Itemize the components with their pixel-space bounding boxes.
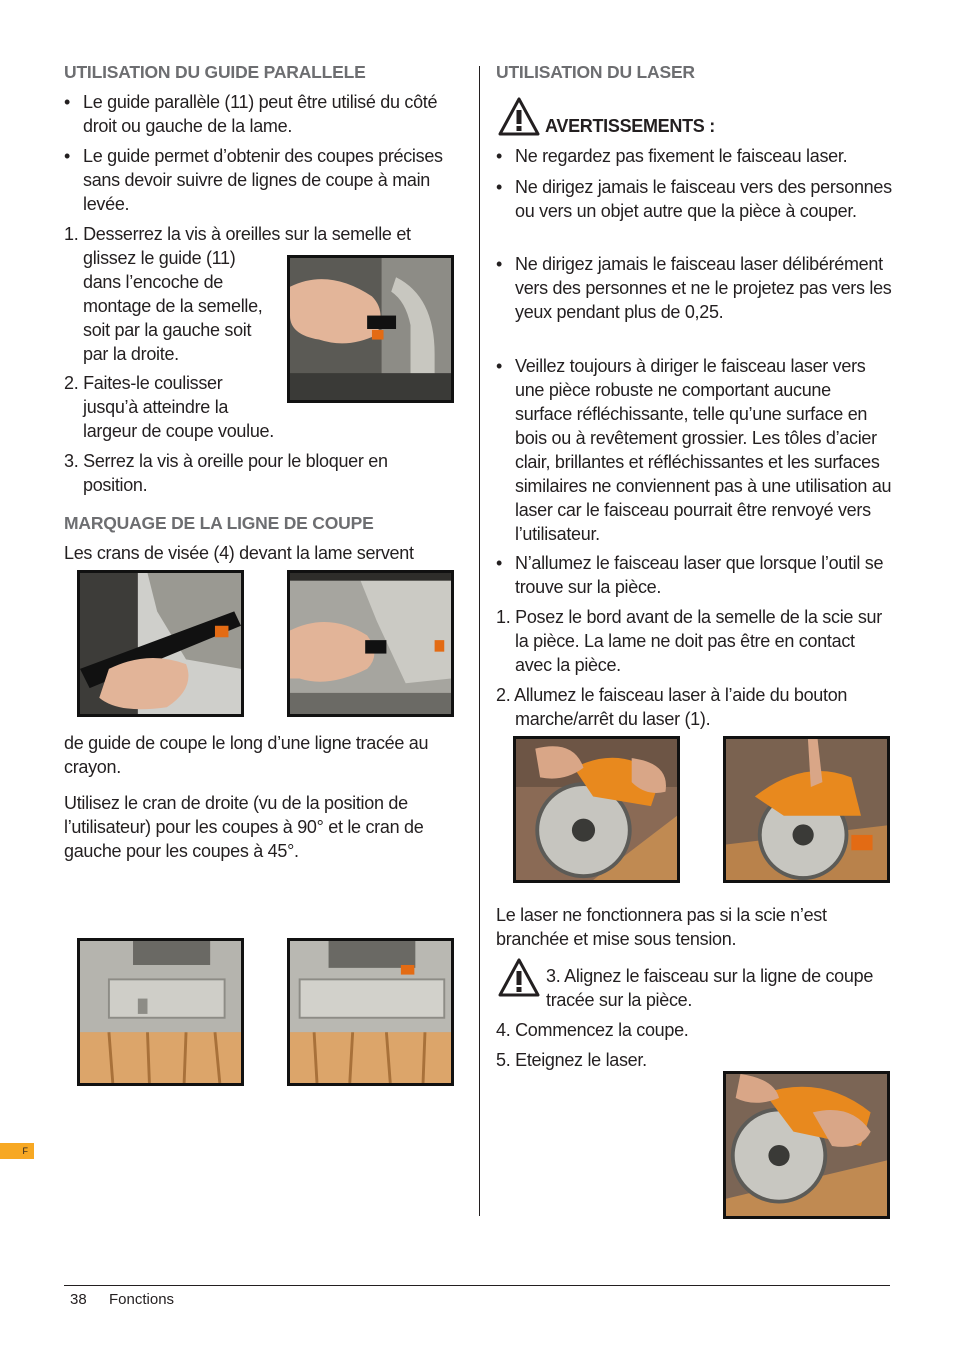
column-divider [479,66,480,1216]
section-heading-laser: UTILISATION DU LASER [496,62,695,82]
laser-note: Le laser ne fonctionnera pas si la scie n’est branchée et mise sous tension. [496,905,827,949]
list-item [64,90,464,138]
laser-step-4: 4. Commencez la coupe. [496,1020,689,1040]
bullet: • [64,92,71,112]
text-line: jusqu’à atteindre la [83,397,229,417]
list-item [496,144,892,168]
list-item-text: Le guide parallèle (11) peut être utilisé du côté droit ou gauche de la lame. [83,92,438,136]
language-tab: F [0,1143,34,1159]
cut-line-paragraph: Utilisez le cran de droite (vu de la position de l’utilisateur) pour les coupes à 90° et le cran de gauche pour les coupes à 45°. [64,793,424,861]
warning-triangle-icon [498,957,540,999]
laser-step-2: 2. Allumez le faisceau laser à l’aide du bouton marche/arrêt du laser (1). [496,685,848,729]
warning-triangle-icon [498,96,540,138]
photo-sight-notch-left [77,570,244,717]
list-item-text: N’allumez le faisceau laser que lorsque l’outil se trouve sur la pièce. [515,553,884,597]
text-line: largeur de coupe voulue. [83,421,274,441]
list-item-text: Ne dirigez jamais le faisceau vers des personnes ou vers un objet autre que la pièce à couper. [515,177,892,221]
bullet: • [64,146,71,166]
photo-laser-switch [723,736,890,883]
photo-saw-on-workpiece [513,736,680,883]
photo-parallel-guide [287,255,454,403]
photo-cutting-with-laser [723,1071,890,1219]
section-heading-parallel-guide: UTILISATION DU GUIDE PARALLELE [64,62,366,82]
text-line: par la droite. [83,344,179,364]
cut-line-intro: Les crans de visée (4) devant la lame servent [64,543,414,563]
step-1-continuation [83,246,293,366]
list-item [496,252,892,324]
photo-soleplate-notch-right [287,938,454,1086]
text-line: montage de la semelle, [83,296,263,316]
list-item-text: Ne regardez pas fixement le faisceau laser. [515,146,848,166]
text-line: 2. Faites-le coulisser [64,373,223,393]
cut-line-continuation: de guide de coupe le long d’une ligne tracée au crayon. [64,733,429,777]
bullet: • [496,356,503,376]
section-heading-cut-line: MARQUAGE DE LA LIGNE DE COUPE [64,513,374,533]
list-item-text: Le guide permet d’obtenir des coupes précises sans devoir suivre de lignes de coupe à main levée. [83,146,443,214]
laser-step-3: 3. Alignez le faisceau sur la ligne de coupe tracée sur la pièce. [546,966,874,1010]
text-line: dans l’encoche de [83,272,224,292]
step-2 [64,371,294,443]
bullet: • [496,553,503,573]
bullet: • [496,177,503,197]
footer-rule [64,1285,890,1286]
text-line: glissez le guide (11) [83,248,236,268]
bullet: • [496,146,503,166]
list-item [496,175,892,223]
footer-section: Fonctions [109,1291,175,1308]
bullet: • [496,254,503,274]
photo-soleplate-notch-left [77,938,244,1086]
laser-step-5: 5. Eteignez le laser. [496,1050,647,1070]
list-item [496,551,892,599]
step-3: 3. Serrez la vis à oreille pour le bloquer en position. [64,451,388,495]
list-item-text: Veillez toujours à diriger le faisceau laser vers une pièce robuste ne comportant aucune surface réfléchissante, telle qu’une surface en bois ou à revêtement grossier. Les tôles d’acier clair, brillantes et réfléchissantes et les surfaces similaires ne conviennent pas à une utilisation au laser car le faisceau pourrait être renvoyé vers l’utilisateur. [515,356,892,544]
step-1-line-1: 1. Desserrez la vis à oreilles sur la semelle et [64,224,411,244]
laser-step-1: 1. Posez le bord avant de la semelle de la scie sur la pièce. La lame ne doit pas être en contact avec la pièce. [496,607,882,675]
text-line: soit par la gauche soit [83,320,252,340]
list-item [496,354,892,546]
photo-sight-notch-right [287,570,454,717]
list-item-text: Ne dirigez jamais le faisceau laser délibérément vers des personnes et ne le projetez pas vers les yeux pendant plus de 0,25. [515,254,892,322]
list-item [64,144,464,216]
page-number: 38 [70,1291,87,1308]
warning-title: AVERTISSEMENTS : [545,116,715,136]
